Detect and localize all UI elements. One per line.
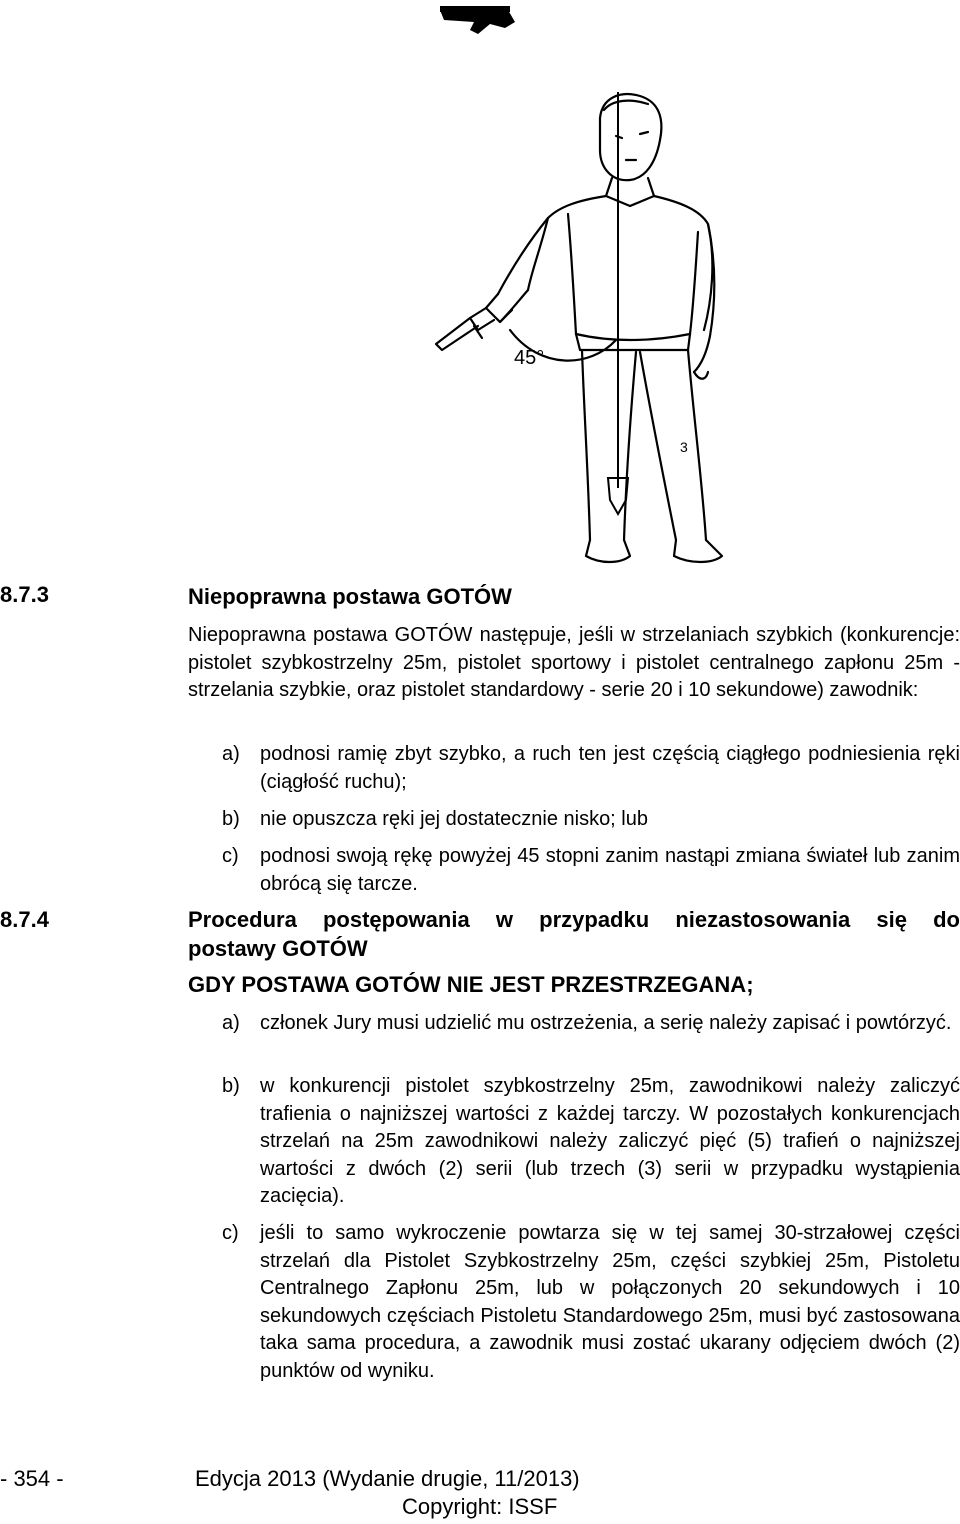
list-item bbox=[222, 806, 960, 834]
list-item bbox=[222, 843, 960, 898]
ready-position-illustration bbox=[0, 0, 960, 580]
list-item-label: c) bbox=[222, 845, 239, 867]
list-item bbox=[222, 1220, 960, 1385]
list-item-label: c) bbox=[222, 1222, 239, 1244]
page-number: - 354 - bbox=[0, 1466, 64, 1491]
section-title-874-line2: postawy GOTÓW bbox=[188, 936, 368, 961]
list-item-label: b) bbox=[222, 1075, 240, 1097]
section-subheading-874: GDY POSTAWA GOTÓW NIE JEST PRZESTRZEGANA; bbox=[188, 972, 754, 997]
list-item-label: a) bbox=[222, 1012, 240, 1034]
section-title-873: Niepoprawna postawa GOTÓW bbox=[188, 584, 512, 609]
list-item bbox=[222, 1010, 960, 1038]
marker-label: 3 bbox=[680, 439, 688, 455]
list-item bbox=[222, 741, 960, 796]
list-item-text: w konkurencji pistolet szybkostrzelny 25m, zawodnikowi należy zaliczyć trafienia o najniższej wartości z każdej tarczy. W pozostałych konkurencjach strzelań na 25m zawodnikowi należy zaliczyć pięć (5) trafień o najniższej wartości z dwóch (2) serii (lub trzech (3) serii w przypadku wystąpienia zacięcia). bbox=[260, 1075, 960, 1207]
section-number-874: 8.7.4 bbox=[0, 907, 49, 932]
list-item-text: podnosi ramię zbyt szybko, a ruch ten jest częścią ciągłego podniesienia ręki (ciągłość ruchu); bbox=[260, 743, 960, 793]
section-number-873: 8.7.3 bbox=[0, 582, 49, 607]
list-item-text: nie opuszcza ręki jej dostatecznie nisko; lub bbox=[260, 808, 648, 830]
list-item-text: członek Jury musi udzielić mu ostrzeżenia, a serię należy zapisać i powtórzyć. bbox=[260, 1012, 952, 1034]
shooter-figure bbox=[436, 94, 722, 562]
list-item-label: b) bbox=[222, 808, 240, 830]
copyright-note: Copyright: ISSF bbox=[402, 1494, 558, 1519]
edition-note: Edycja 2013 (Wydanie drugie, 11/2013) bbox=[195, 1466, 580, 1491]
list-item bbox=[222, 1073, 960, 1211]
pistol-icon bbox=[440, 6, 515, 34]
section-intro-873: Niepoprawna postawa GOTÓW następuje, jeśli w strzelaniach szybkich (konkurencje: pistolet szybkostrzelny 25m, pistolet sportowy i pistolet centralnego zapłonu 25m - strzelania szybkie, oraz pistolet standardowy - serie 20 i 10 sekundowe) zawodnik: bbox=[188, 624, 960, 701]
section-title-874-line1: Procedura postępowania w przypadku niezastosowania się do bbox=[188, 907, 960, 932]
list-item-text: jeśli to samo wykroczenie powtarza się w tej samej 30-strzałowej części strzelań dla Pistolet Szybkostrzelny 25m, części szybkiej 25m, Pistoletu Centralnego Zapłonu 25m, lub w połączonych 20 sekundowych i 10 sekundowych częściach Pistoletu Standardowego 25m, musi być zastosowana taka sama procedura, a zawodnik musi zostać ukarany odjęciem dwóch (2) punktów od wyniku. bbox=[260, 1222, 960, 1382]
angle-label: 45° bbox=[514, 347, 545, 369]
list-item-text: podnosi swoją rękę powyżej 45 stopni zanim nastąpi zmiana świateł lub zanim obrócą się tarcze. bbox=[260, 845, 960, 895]
list-item-label: a) bbox=[222, 743, 240, 765]
